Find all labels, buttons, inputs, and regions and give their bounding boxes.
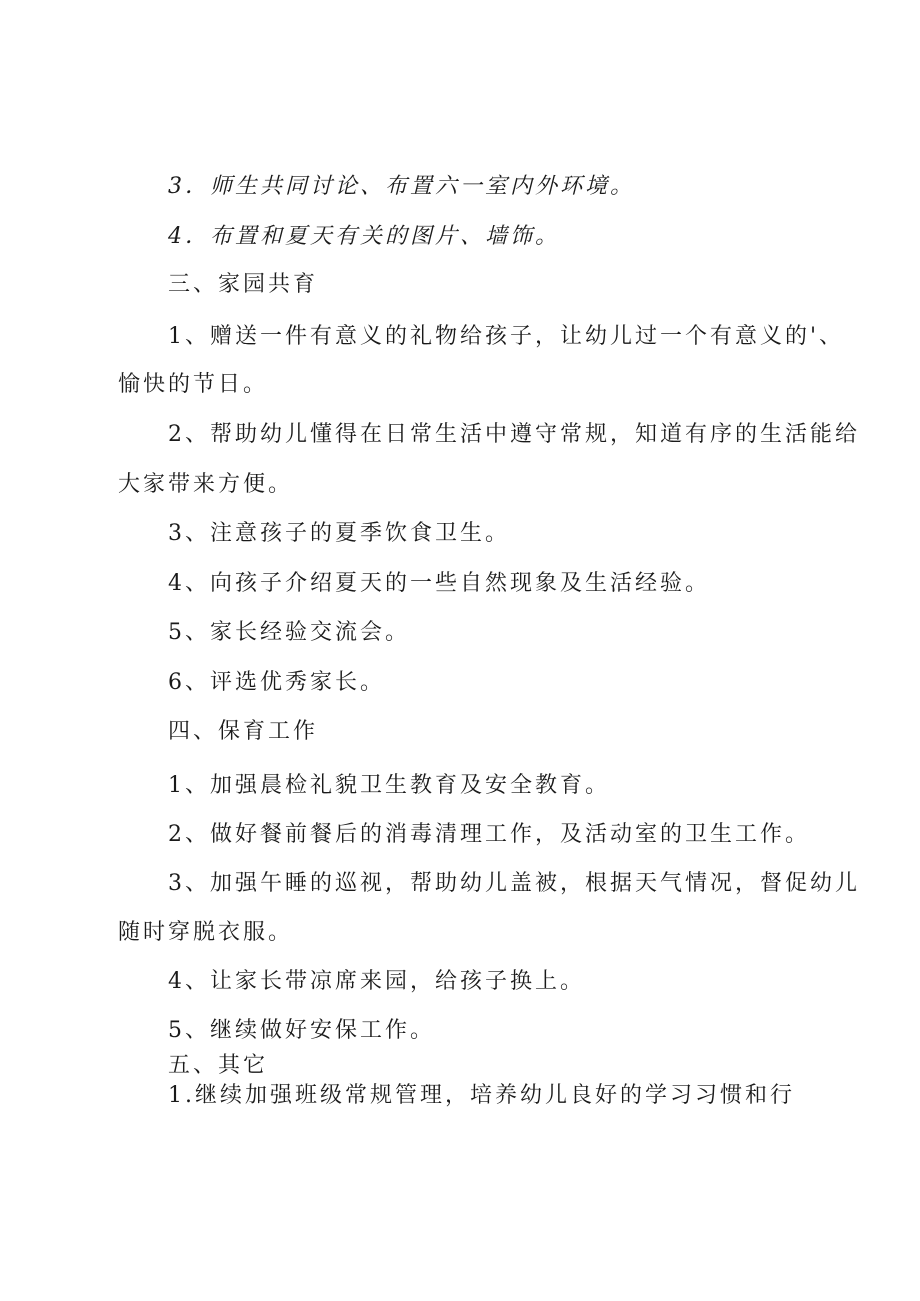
paragraph-line: 1、加强晨检礼貌卫生教育及安全教育。 — [168, 773, 610, 798]
section-heading: 五、其它 — [168, 1053, 269, 1078]
paragraph-line: 2、做好餐前餐后的消毒清理工作，及活动室的卫生工作。 — [168, 822, 810, 847]
paragraph-line: 3、加强午睡的巡视，帮助幼儿盖被，根据天气情况，督促幼儿 — [168, 871, 860, 896]
paragraph-line: 随时穿脱衣服。 — [118, 920, 294, 945]
section-heading: 三、家园共育 — [168, 272, 319, 297]
paragraph-line: 3．师生共同讨论、布置六一室内外环境。 — [168, 174, 635, 199]
paragraph-line: 4、向孩子介绍夏天的一些自然现象及生活经验。 — [168, 571, 710, 596]
paragraph-line: 4、让家长带凉席来园，给孩子换上。 — [168, 969, 585, 994]
paragraph-line: 4．布置和夏天有关的图片、墙饰。 — [168, 224, 560, 249]
paragraph-line: 大家带来方便。 — [118, 472, 294, 497]
paragraph-line: 愉快的节日。 — [118, 372, 269, 397]
paragraph-line: 3、注意孩子的夏季饮食卫生。 — [168, 521, 510, 546]
paragraph-line: 2、帮助幼儿懂得在日常生活中遵守常规，知道有序的生活能给 — [168, 422, 860, 447]
paragraph-line: 1、赠送一件有意义的礼物给孩子，让幼儿过一个有意义的'、 — [168, 324, 845, 349]
paragraph-line: 5、继续做好安保工作。 — [168, 1018, 435, 1043]
paragraph-line: 1.继续加强班级常规管理，培养幼儿良好的学习习惯和行 — [168, 1083, 795, 1108]
section-heading: 四、保育工作 — [168, 719, 319, 744]
paragraph-line: 5、家长经验交流会。 — [168, 620, 410, 645]
paragraph-line: 6、评选优秀家长。 — [168, 670, 385, 695]
